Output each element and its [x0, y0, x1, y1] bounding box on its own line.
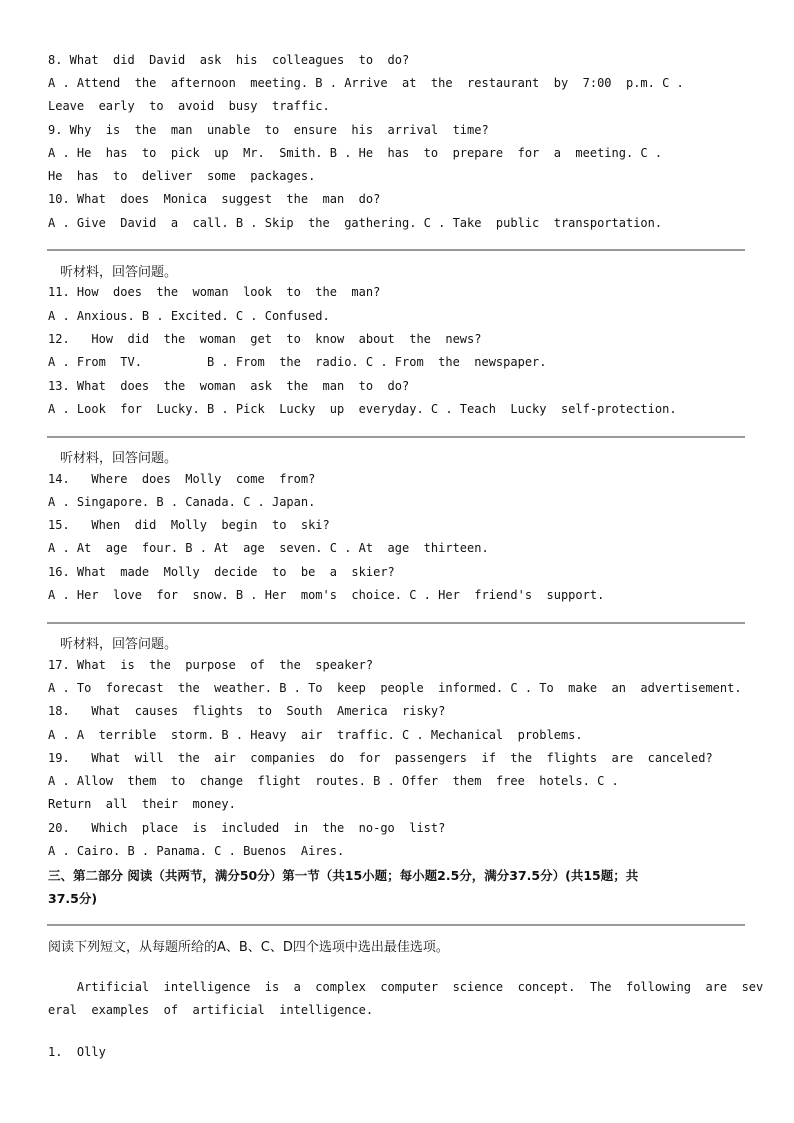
question-10: 10. What does Monica suggest the man do?: [48, 192, 381, 206]
section-heading: 听材料，回答问题。: [60, 637, 178, 652]
section-heading: 听材料，回答问题。: [60, 451, 178, 466]
question-16: 16. What made Molly decide to be a skier?: [48, 565, 395, 579]
question-19-options: A . Allow them to change flight routes. B . Offer them free hotels. C .: [48, 774, 619, 788]
passage-item-heading: 1. Olly: [48, 1045, 106, 1059]
question-18-options: A . A terrible storm. B . Heavy air traffic. C . Mechanical problems.: [48, 728, 583, 742]
question-19: 19. What will the air companies do for passengers if the flights are canceled?: [48, 751, 713, 765]
section-divider: [47, 436, 745, 438]
question-9-options-cont: He has to deliver some packages.: [48, 169, 316, 183]
passage-paragraph-cont: eral examples of artificial intelligence.: [48, 1003, 374, 1017]
section-divider: [47, 622, 745, 624]
question-10-options: A . Give David a call. B . Skip the gathering. C . Take public transportation.: [48, 216, 663, 230]
passage-paragraph: Artificial intelligence is a complex computer science concept. The following are sev: [48, 980, 764, 994]
question-20-options: A . Cairo. B . Panama. C . Buenos Aires.: [48, 844, 345, 858]
question-12-options: A . From TV. B . From the radio. C . From the newspaper.: [48, 355, 547, 369]
question-19-options-cont: Return all their money.: [48, 797, 236, 811]
question-17-options: A . To forecast the weather. B . To keep people informed. C . To make an advertisement.: [48, 681, 742, 695]
question-15-options: A . At age four. B . At age seven. C . At age thirteen.: [48, 541, 489, 555]
question-14: 14. Where does Molly come from?: [48, 472, 316, 486]
section-heading: 听材料，回答问题。: [60, 265, 178, 280]
question-13: 13. What does the woman ask the man to do?: [48, 379, 410, 393]
question-15: 15. When did Molly begin to ski?: [48, 518, 330, 532]
question-9-options: A . He has to pick up Mr. Smith. B . He has to prepare for a meeting. C .: [48, 146, 663, 160]
question-13-options: A . Look for Lucky. B . Pick Lucky up everyday. C . Teach Lucky self-protection.: [48, 402, 677, 416]
part-three-title: 三、第二部分 阅读（共两节，满分50分）第一节（共15小题；每小题2.5分，满分37.5分）(共15题；共: [48, 868, 639, 883]
question-8-options-cont: Leave early to avoid busy traffic.: [48, 99, 330, 113]
question-11-options: A . Anxious. B . Excited. C . Confused.: [48, 309, 330, 323]
question-14-options: A . Singapore. B . Canada. C . Japan.: [48, 495, 316, 509]
section-divider: [47, 924, 745, 926]
question-11: 11. How does the woman look to the man?: [48, 285, 381, 299]
question-8-options: A . Attend the afternoon meeting. B . Arrive at the restaurant by 7:00 p.m. C .: [48, 76, 684, 90]
question-20: 20. Which place is included in the no-go list?: [48, 821, 446, 835]
reading-instruction: 阅读下列短文，从每题所给的A、B、C、D四个选项中选出最佳选项。: [48, 940, 449, 955]
question-9: 9. Why is the man unable to ensure his arrival time?: [48, 123, 489, 137]
question-16-options: A . Her love for snow. B . Her mom's choice. C . Her friend's support.: [48, 588, 605, 602]
part-three-title-cont: 37.5分): [48, 891, 98, 906]
question-8: 8. What did David ask his colleagues to do?: [48, 53, 410, 67]
question-12: 12. How did the woman get to know about the news?: [48, 332, 482, 346]
section-divider: [47, 249, 745, 251]
question-18: 18. What causes flights to South America risky?: [48, 704, 446, 718]
question-17: 17. What is the purpose of the speaker?: [48, 658, 374, 672]
